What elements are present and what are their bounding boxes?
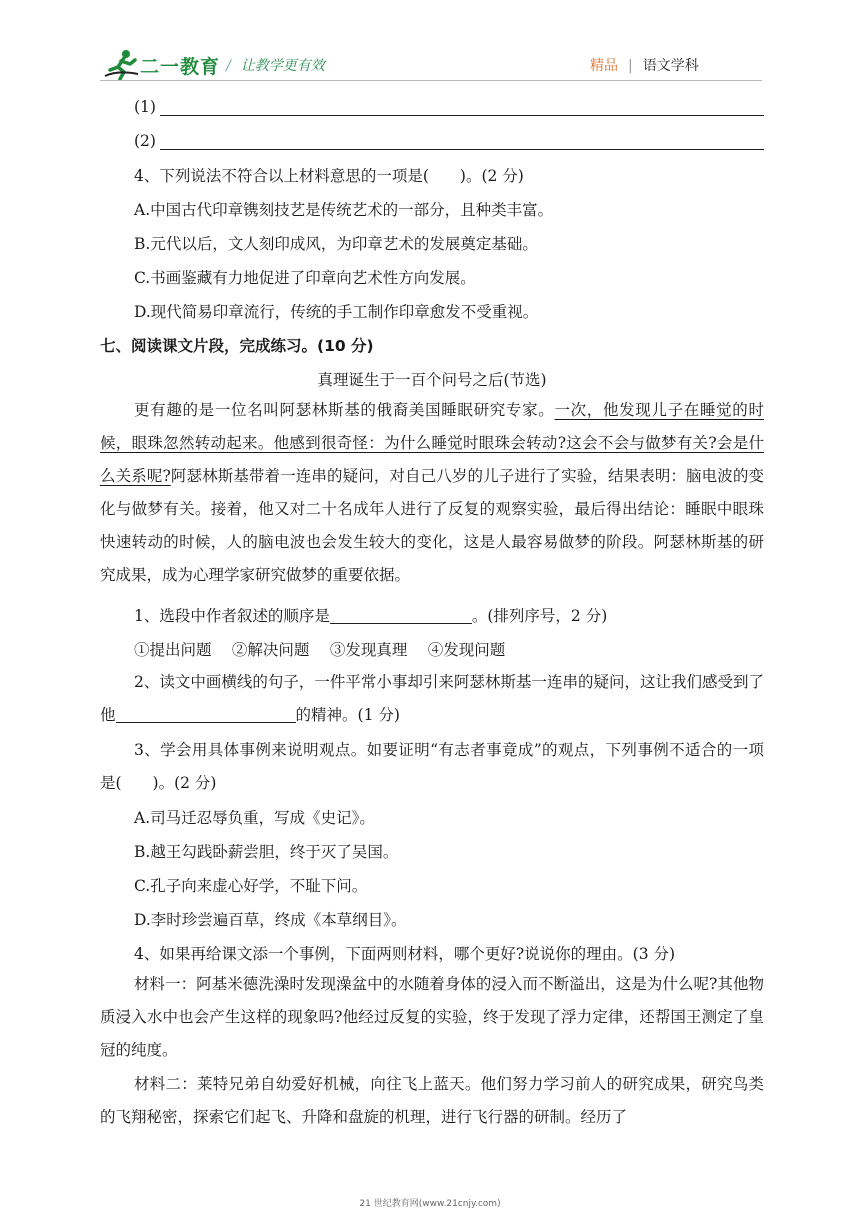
answer-blank-2[interactable]: (2): [134, 130, 764, 152]
section-heading: 七、阅读课文片段，完成练习。(10 分): [100, 337, 374, 355]
material-two: 材料二：莱特兄弟自幼爱好机械，向往飞上蓝天。他们努力学习前人的研究成果，研究鸟类的飞翔秘密，探索它们起飞、升降和盘旋的机理，进行飞行器的研制。经历了: [100, 1075, 764, 1126]
fill-blank-2[interactable]: [116, 706, 296, 723]
slogan: / 让教学更有效: [226, 58, 325, 74]
fill-blank-1[interactable]: [330, 607, 472, 624]
question-1: 1、选段中作者叙述的顺序是 。(排列序号，2 分): [134, 607, 608, 625]
q3-option-a: A.司马迁忍辱负重，写成《史记》。: [134, 809, 375, 827]
option-d: D.现代简易印章流行，传统的手工制作印章愈发不受重视。: [134, 303, 539, 321]
logo: [104, 48, 226, 80]
q3-option-d: D.李时珍尝遍百草，终成《本草纲目》。: [134, 911, 407, 929]
question-1-choices: ①提出问题 ②解决问题 ③发现真理 ④发现问题: [134, 641, 506, 659]
page-footer: 21 世纪教育网(www.21cnjy.com): [359, 1199, 501, 1209]
runner-logo-icon: [104, 48, 140, 80]
logo-text: 二一教育: [140, 56, 221, 78]
q3-option-c: C.孔子向来虚心好学，不耻下问。: [134, 877, 368, 895]
question-2: 2、读文中画横线的句子，一件平常小事却引来阿瑟林斯基一连串的疑问，这让我们感受到了他 的精神。(1 分): [100, 673, 764, 724]
header-divider: [100, 80, 762, 81]
premium-badge: 精品: [590, 58, 618, 74]
header-tags: 精品 | 语文学科: [590, 58, 699, 74]
page-header: [0, 0, 860, 90]
passage-title: 真理诞生于一百个问号之后(节选): [317, 371, 547, 389]
material-one: 材料一：阿基米德洗澡时发现澡盆中的水随着身体的浸入而不断溢出，这是为什么呢?其他物质浸入水中也会产生这样的现象吗?他经过反复的实验，终于发现了浮力定律，还帮国王测定了皇冠的纯度。: [100, 975, 764, 1059]
subject-label: 语文学科: [642, 58, 699, 74]
option-b: B.元代以后，文人刻印成风，为印章艺术的发展奠定基础。: [134, 235, 538, 253]
question-stem: 4、下列说法不符合以上材料意思的一项是( )。(2 分): [134, 167, 524, 185]
passage-paragraph: 更有趣的是一位名叫阿瑟林斯基的俄裔美国睡眠研究专家。一次，他发现儿子在睡觉的时候，眼珠忽然转动起来。他感到很奇怪：为什么睡觉时眼珠会转动?这会不会与做梦有关?会是什么关系呢?阿瑟林斯基带着一连串的疑问，对自己八岁的儿子进行了实验，结果表明：脑电波的变化与做梦有关。接着，他又对二十名成年人进行了反复的观察实验，最后得出结论：睡眠中眼珠快速转动的时候，人的脑电波也会发生较大的变化，这是人最容易做梦的阶段。阿瑟林斯基的研究成果，成为心理学家研究做梦的重要依据。: [100, 401, 764, 584]
question-4: 4、如果再给课文添一个事例，下面两则材料，哪个更好?说说你的理由。(3 分): [134, 945, 676, 963]
option-c: C.书画鉴藏有力地促进了印章向艺术性方向发展。: [134, 269, 476, 287]
question-3: 3、学会用具体事例来说明观点。如要证明“有志者事竟成”的观点，下列事例不适合的一项是( )。(2 分): [100, 741, 764, 792]
q3-option-b: B.越王勾践卧薪尝胆，终于灭了吴国。: [134, 843, 399, 861]
option-a: A.中国古代印章镌刻技艺是传统艺术的一部分，且种类丰富。: [134, 201, 554, 219]
answer-blank-1[interactable]: (1): [134, 96, 764, 118]
underlined-sentence: 一次，他发现儿子在睡觉的时候，眼珠忽然转动起来。他感到很奇怪：为什么睡觉时眼珠会转动?这会不会与做梦有关?会是什么关系呢?: [100, 401, 764, 485]
